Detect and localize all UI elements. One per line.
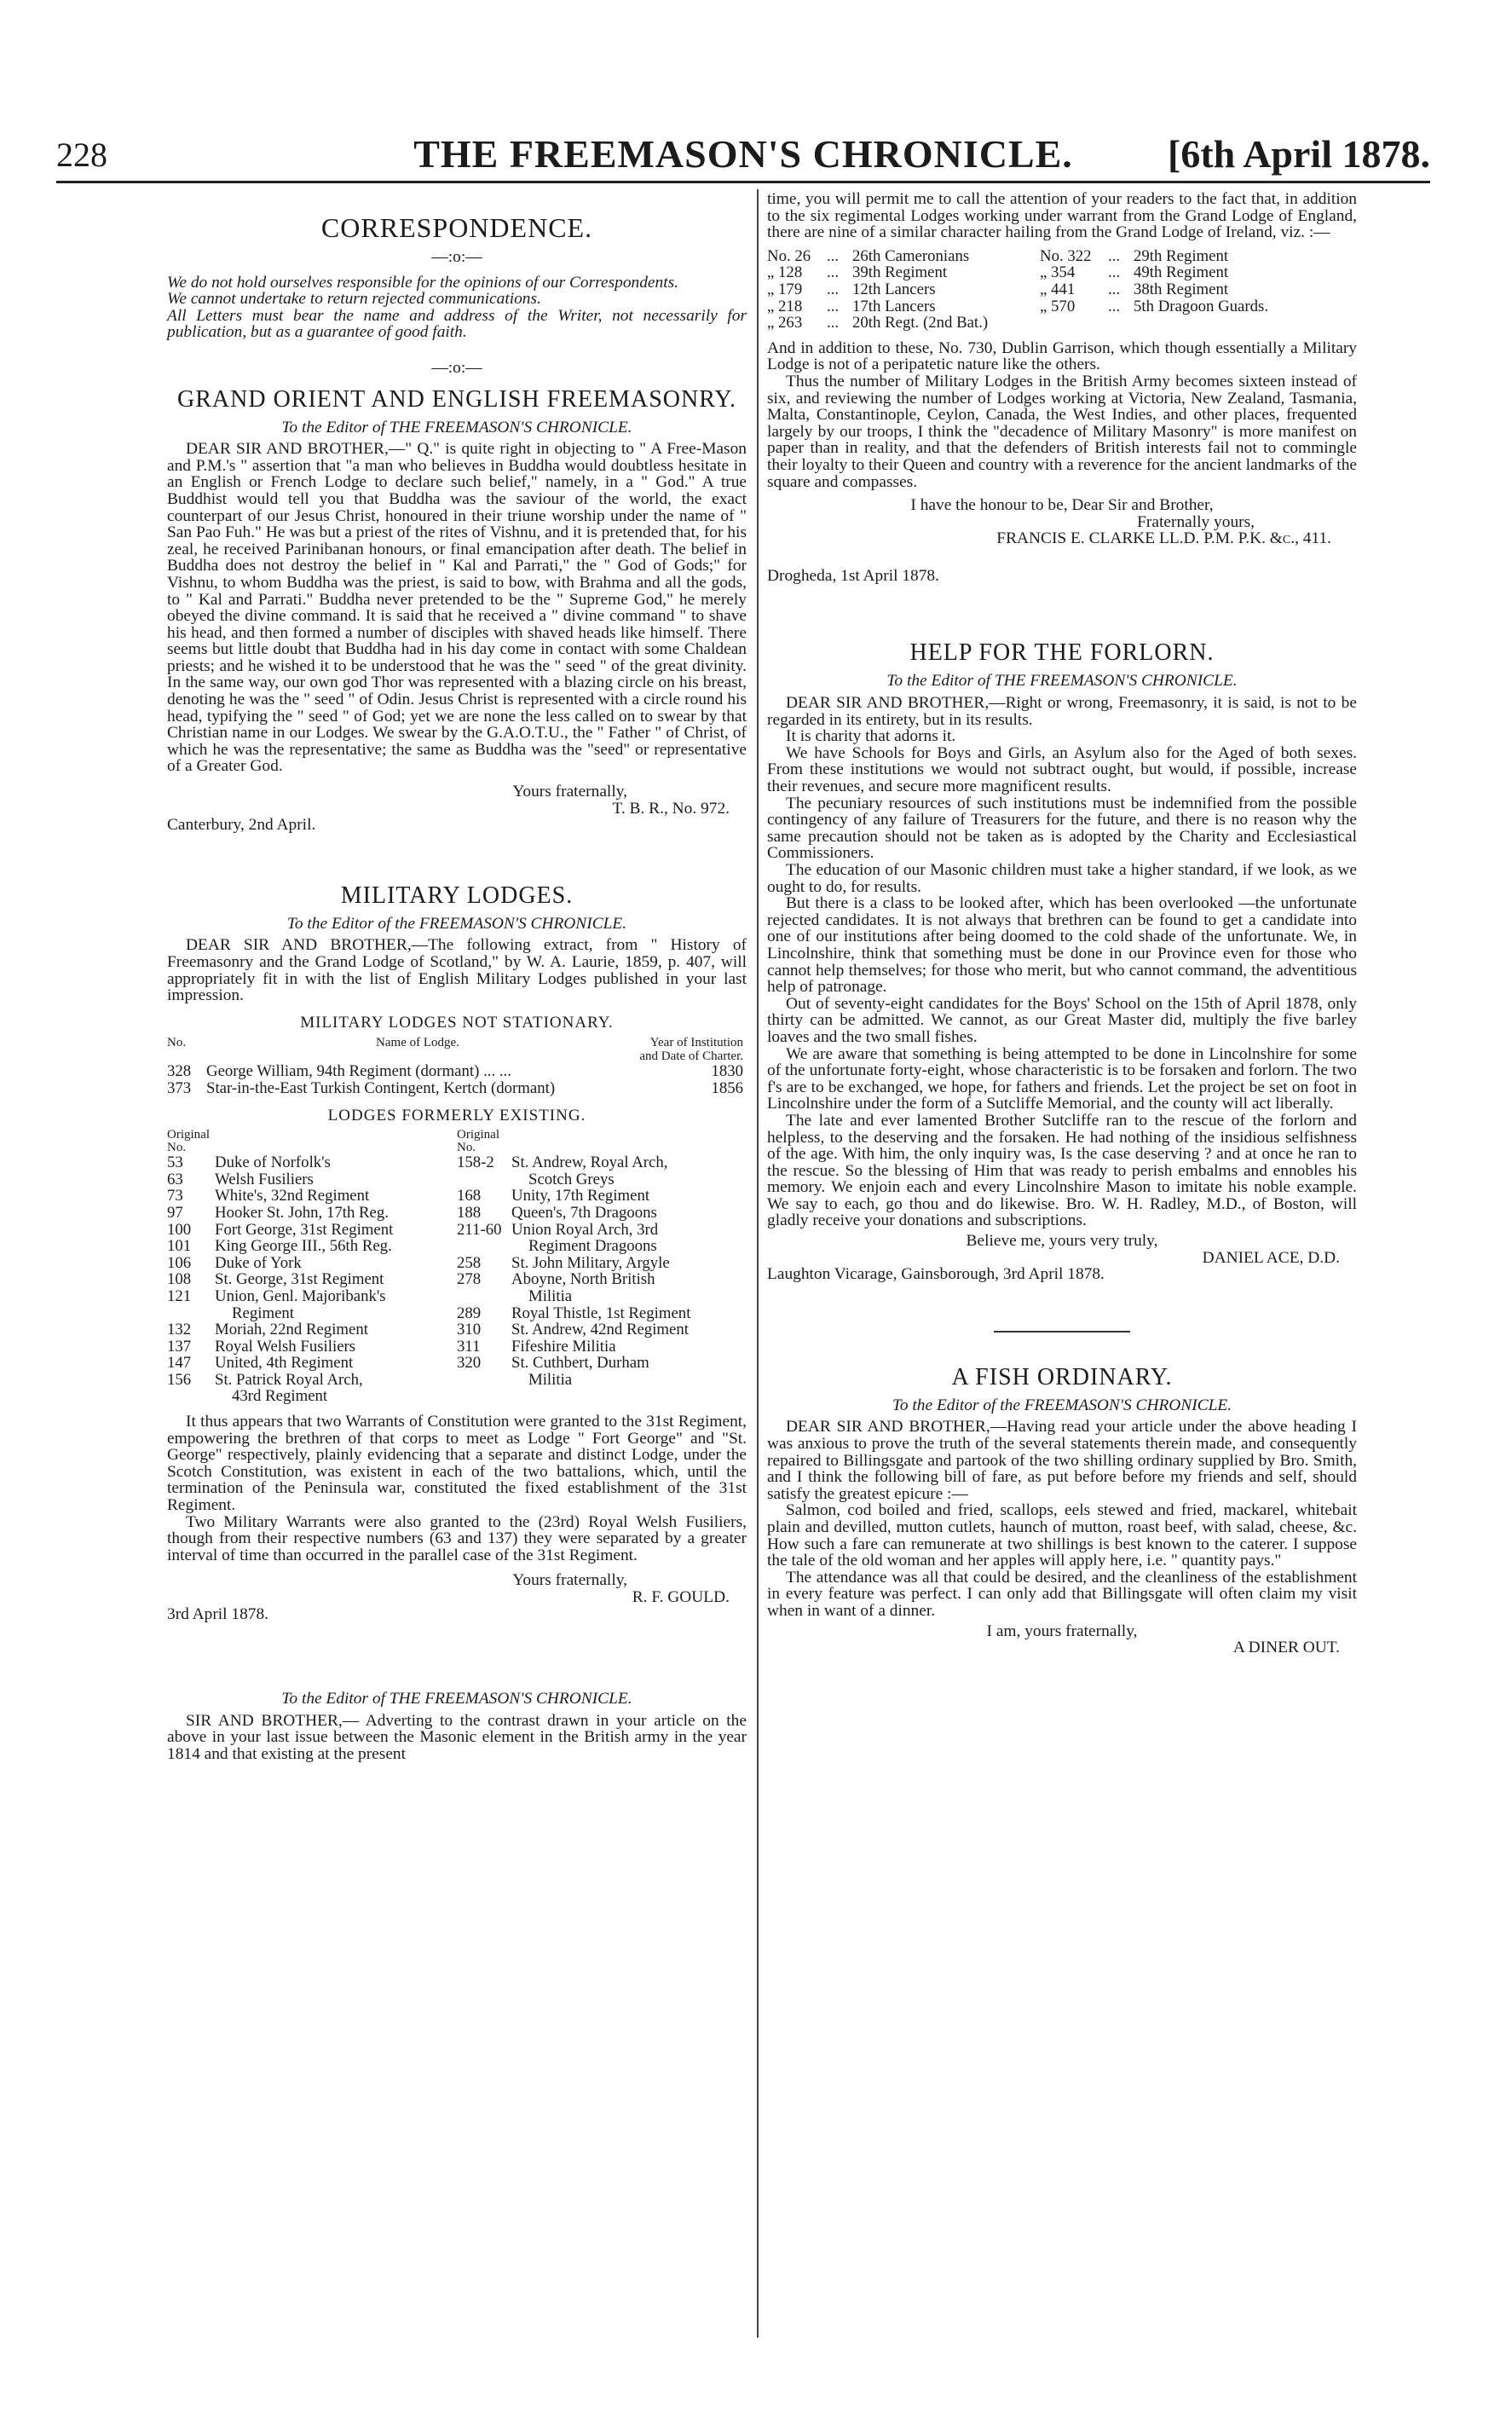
table-cell: 12th Lancers bbox=[852, 280, 936, 298]
notice-line: All Letters must bear the name and address of the Writer, not necessarily for publication, but as a guarantee of good faith. bbox=[167, 306, 747, 342]
notice-line: We cannot undertake to return rejected communications. bbox=[167, 290, 541, 309]
table-cell: Hooker St. John, 17th Reg. bbox=[215, 1203, 389, 1222]
table-cell: 38th Regiment bbox=[1134, 280, 1229, 298]
table-cell: 121 bbox=[167, 1286, 192, 1305]
table-row bbox=[167, 1338, 747, 1356]
table-cell: St. Patrick Royal Arch, bbox=[215, 1370, 363, 1389]
table-cell: 289 bbox=[457, 1304, 482, 1322]
table-cell: Militia bbox=[528, 1370, 573, 1389]
table-cell: Royal Thistle, 1st Regiment bbox=[511, 1304, 691, 1322]
table-cell: ... bbox=[1108, 246, 1121, 265]
right-column bbox=[767, 191, 1357, 1656]
table-cell: „ 179 bbox=[767, 280, 803, 298]
table-cell bbox=[457, 1238, 511, 1255]
closing: I am, yours fraternally, bbox=[986, 1622, 1138, 1640]
article-body: DEAR SIR AND BROTHER,—The following extract, from " History of Freemasonry and the Grand Lodge of Scotland," by W. A. Laurie, 1859, p. 407, will appropriately fit in with the list of English Military Lodges published in your last impression. bbox=[167, 936, 747, 1005]
former-lodges-table bbox=[167, 1129, 747, 1405]
table-row bbox=[167, 1355, 747, 1372]
article-body: DEAR SIR AND BROTHER,—" Q." is quite right in objecting to " A Free-Mason and P.M.'s " assertion that "a man who believes in Buddha would doubtless hesitate in an English or French Lodge to declare such belief," namely, in a " God." A true Buddhist would tell you that Buddha was the saviour of the world, the exact counterpart of our Jesus Christ, honoured in their triune worship under the name of " San Pao Fuh." He was but a priest of the rites of Vishnu, and it is pretended that, for his zeal, he received Parinibanan honours, or final emancipation after death. The belief in Buddha does not destroy the belief in " Kal and Parrati," the " God of Gods;" for Vishnu, to whom Buddha was the priest, is said to bow, with Brahma and all the gods, to " Kal and Parrati." Buddha never pretended to be the " Supreme God," he merely obeyed the divine command. It is said that he received a " divine command " to shave his head, and then formed a number of disciples with shaved heads like himself. There seems but little doubt that Buddha had in his day come in contact with some Chaldean priests; and he wished it to be understood that he was the " seed " of the great divinity. In the same way, our own god Thor was represented with a blazing circle on his breast, denoting he was the " seed " of Odin. Jesus Christ is represented with a circle round his head, typifying the " seed " of God; yet we are none the less called on to swear by that Christian name in our Lodges. We swear by the G.A.O.T.U., the " Father " of Christ, of which he was the representative; the same as Buddha was the "seed" or representative of a Greater God. bbox=[167, 440, 747, 776]
table-row bbox=[167, 1188, 747, 1205]
table-cell: „ 263 bbox=[767, 314, 803, 332]
article-addressee: To the Editor of the FREEMASON'S CHRONICLE. bbox=[892, 1396, 1232, 1414]
table-cell: 156 bbox=[167, 1370, 192, 1389]
table-cell: 43rd Regiment bbox=[232, 1387, 328, 1406]
table-cell: Aboyne, North British bbox=[511, 1270, 655, 1289]
table-cell: 73 bbox=[167, 1187, 183, 1205]
table-cell: Fifeshire Militia bbox=[511, 1337, 616, 1356]
table-cell: Militia bbox=[528, 1286, 573, 1305]
salutation: DEAR SIR AND BROTHER, bbox=[786, 1418, 990, 1437]
table-cell: Scotch Greys bbox=[528, 1170, 615, 1188]
table-row bbox=[767, 281, 1357, 298]
table-row bbox=[167, 1205, 747, 1222]
table-cell: Welsh Fusiliers bbox=[215, 1170, 314, 1188]
table-row bbox=[767, 298, 1357, 315]
left-column bbox=[167, 191, 747, 1763]
table-cell: 132 bbox=[167, 1321, 192, 1339]
article-body: Thus the number of Military Lodges in the British Army becomes sixteen instead of six, and reviewing the number of Lodges working at Victoria, New Zealand, Tasmania, Malta, Constantinople, Ceylon, Canada, the West Indies, and other places, frequented largely by our troops, I think the "decadence of Military Masonry" is more manifest on paper than in reality, and that the defenders of British interests fail not to commingle their loyalty to their Queen and country with a reverence for the ancient landmarks of the square and compasses. bbox=[767, 372, 1357, 491]
table-row bbox=[167, 1255, 747, 1272]
place-date: Laughton Vicarage, Gainsborough, 3rd April 1878. bbox=[767, 1265, 1105, 1284]
article-body: DEAR SIR AND BROTHER,—Right or wrong, Freemasonry, it is said, is not to be regarded in its entirety, but in its results. bbox=[767, 694, 1357, 729]
table-cell: 188 bbox=[457, 1203, 482, 1222]
table-cell bbox=[1134, 315, 1357, 332]
table-row bbox=[167, 1222, 747, 1239]
table-cell: St. John Military, Argyle bbox=[511, 1253, 670, 1272]
table-cell: Royal Welsh Fusiliers bbox=[215, 1337, 356, 1356]
table-cell bbox=[511, 1388, 747, 1405]
table-row bbox=[167, 1305, 747, 1322]
salutation: DEAR SIR AND BROTHER, bbox=[786, 694, 990, 713]
table-cell: Unity, 17th Regiment bbox=[511, 1187, 650, 1205]
table-row bbox=[167, 1171, 747, 1188]
table-cell: King George III., 56th Reg. bbox=[215, 1237, 392, 1256]
table-cell: 39th Regiment bbox=[852, 263, 948, 282]
article-addressee: To the Editor of THE FREEMASON'S CHRONICLE. bbox=[281, 1690, 632, 1708]
closing: Believe me, yours very truly, bbox=[966, 1232, 1158, 1251]
table-title: MILITARY LODGES NOT STATIONARY. bbox=[300, 1013, 614, 1032]
article-body: The late and ever lamented Brother Sutcliffe ran to the rescue of the forlorn and helpless, to the deserving and the forsaken. He had nothing of the insidious selfishness of the age. With him, the only inquiry was, Is the case deserving ? and at once he ran to the rescue. So the blessing of Him that was ready to perish embalms and ennobles his memory. We enjoin each and every Lincolnshire Mason to imitate his noble example. We say to each, go thou and do likewise. Bro. W. H. Radley, M.D., of Boston, will gladly receive your donations and subscriptions. bbox=[767, 1111, 1357, 1230]
col-header: Original No. bbox=[167, 1128, 210, 1155]
table-cell bbox=[457, 1372, 511, 1389]
table-cell: 147 bbox=[167, 1354, 192, 1373]
closing: I have the honour to be, Dear Sir and Brother, bbox=[910, 496, 1214, 515]
table-cell: 168 bbox=[457, 1187, 482, 1205]
table-row bbox=[167, 1372, 747, 1389]
table-cell: 158-2 bbox=[457, 1153, 494, 1172]
article-body: We have Schools for Boys and Girls, an Asylum also for the Aged of both sexes. From these institutions we would not subtract ought, but would, if possible, increase their revenues, and secure more magnificent results. bbox=[767, 743, 1357, 796]
closing: Fraternally yours, bbox=[1137, 512, 1255, 531]
table-cell: 101 bbox=[167, 1237, 192, 1256]
header-rule bbox=[56, 181, 1430, 183]
table-cell bbox=[457, 1288, 511, 1305]
table-cell: 108 bbox=[167, 1270, 192, 1289]
col-header: Name of Lodge. bbox=[376, 1036, 459, 1050]
page-number: 228 bbox=[56, 136, 107, 174]
table-cell: 320 bbox=[457, 1354, 482, 1373]
table-cell: St. George, 31st Regiment bbox=[215, 1270, 384, 1289]
table-cell bbox=[457, 1388, 511, 1405]
article-heading: GRAND ORIENT AND ENGLISH FREEMASONRY. bbox=[177, 385, 736, 413]
table-cell: Union, Genl. Majoribank's bbox=[215, 1286, 386, 1305]
table-cell: Fort George, 31st Regiment bbox=[215, 1220, 394, 1239]
table-cell: 17th Lancers bbox=[852, 297, 936, 315]
table-cell: St. Andrew, 42nd Regiment bbox=[511, 1321, 689, 1339]
signature: T. B. R., No. 972. bbox=[612, 799, 730, 818]
article-heading: A FISH ORDINARY. bbox=[951, 1363, 1173, 1390]
table-cell: ... bbox=[1108, 263, 1121, 282]
table-cell: White's, 32nd Regiment bbox=[215, 1187, 370, 1205]
article-body: The education of our Masonic children must take a higher standard, if we look, as we ought to do, for results. bbox=[767, 861, 1357, 896]
table-cell: 137 bbox=[167, 1337, 192, 1356]
table-cell: „ 570 bbox=[1040, 297, 1076, 315]
table-cell: 53 bbox=[167, 1153, 183, 1172]
table-cell: ... bbox=[827, 314, 840, 332]
section-divider bbox=[994, 1331, 1130, 1333]
article-addressee: To the Editor of the FREEMASON'S CHRONICLE. bbox=[286, 914, 627, 933]
table-cell: ... bbox=[827, 280, 840, 298]
table-cell: 49th Regiment bbox=[1134, 263, 1229, 282]
article-body: It thus appears that two Warrants of Constitution were granted to the 31st Regiment, empowering the brethren of that corps to meet as Lodge " Fort George" and "St. George" respectively, plainly evidencing that a separate and distinct Lodge, under the Scotch Constitution, was existent in each of the two battalions, which, until the termination of the Peninsula war, constituted the fixed establishment of the 31st Regiment. bbox=[167, 1413, 747, 1515]
table-row: 373 Star-in-the-East Turkish Contingent, Kertch (dormant) 1856 bbox=[167, 1078, 743, 1097]
article-heading: MILITARY LODGES. bbox=[340, 882, 574, 909]
closing: Yours fraternally, bbox=[512, 783, 627, 801]
separator: —:o:— bbox=[431, 248, 482, 266]
article-body: We are aware that something is being attempted to be done in Lincolnshire for some of the unfortunate forty-eight, whose characteristic is to be forsaken and forlorn. The two f's are to be exchanged, we hope, for fathers and friends. Let the project be set on foot in Lincolnshire under the form of a Sutcliffe Memorial, and the county will act liberally. bbox=[767, 1044, 1357, 1113]
table-row bbox=[167, 1288, 747, 1305]
table-cell: Duke of Norfolk's bbox=[215, 1153, 331, 1172]
table-cell: No. 322 bbox=[1040, 246, 1092, 265]
page-header bbox=[56, 126, 1430, 194]
table-cell: Moriah, 22nd Regiment bbox=[215, 1321, 368, 1339]
table-cell: 100 bbox=[167, 1220, 192, 1239]
article-body: Salmon, cod boiled and fried, scallops, eels stewed and fried, mackarel, whitebait plain and devilled, mutton cutlets, haunch of mutton, roast beef, with salad, cheese, &c. How such a fare can remunerate at two shillings is best known to the caterer. I suppose the tale of the old woman and her apples will apply here, i.e. " quantity pays." bbox=[767, 1501, 1357, 1570]
closing: Yours fraternally, bbox=[512, 1571, 627, 1590]
notice-line: We do not hold ourselves responsible for the opinions of our Correspondents. bbox=[167, 273, 679, 292]
table-row: 328 George William, 94th Regiment (dormant) ... ... 1830 bbox=[167, 1062, 743, 1081]
col-header: Original No. bbox=[457, 1128, 499, 1155]
salutation: DEAR SIR AND BROTHER, bbox=[186, 440, 389, 459]
table-cell: ... bbox=[827, 263, 840, 282]
table-row bbox=[767, 248, 1357, 265]
table-cell: ... bbox=[827, 246, 840, 265]
table-cell: Regiment bbox=[232, 1304, 295, 1322]
article-body: SIR AND BROTHER,— Adverting to the contrast drawn in your article on the above in your last issue between the Masonic element in the British army in the year 1814 and that existing at the present bbox=[167, 1711, 747, 1763]
col-header: Year of Institution and Date of Charter. bbox=[639, 1036, 743, 1064]
separator: —:o:— bbox=[431, 358, 482, 377]
article-heading: HELP FOR THE FORLORN. bbox=[909, 639, 1215, 667]
article-body: The attendance was all that could be desired, and the cleanliness of the establishment in every feature was perfect. I can only add that Billingsgate will often claim my visit when in want of a dinner. bbox=[767, 1568, 1357, 1620]
table-cell bbox=[1108, 315, 1134, 332]
correspondence-heading: CORRESPONDENCE. bbox=[320, 212, 593, 243]
table-cell: No. 26 bbox=[767, 246, 811, 265]
table-cell: 5th Dragoon Guards. bbox=[1134, 297, 1269, 315]
table-cell: 20th Regt. (2nd Bat.) bbox=[852, 314, 989, 332]
table-row bbox=[167, 1388, 747, 1405]
column-divider bbox=[757, 189, 759, 2338]
table-cell: Regiment Dragoons bbox=[528, 1237, 657, 1256]
signature: DANIEL ACE, D.D. bbox=[1202, 1248, 1340, 1267]
col-header: No. bbox=[167, 1036, 187, 1050]
table-cell bbox=[167, 1388, 215, 1405]
table-cell: St. Andrew, Royal Arch, bbox=[511, 1153, 668, 1172]
table-row bbox=[767, 315, 1357, 332]
article-body: time, you will permit me to call the attention of your readers to the fact that, in addition to the six regimental Lodges working under warrant from the Grand Lodge of England, there are nine of a similar character hailing from the Grand Lodge of Ireland, viz. :— bbox=[767, 190, 1357, 242]
article-body: It is charity that adorns it. bbox=[786, 727, 956, 746]
table-cell: 211-60 bbox=[457, 1220, 502, 1239]
table-cell: ... bbox=[1108, 280, 1121, 298]
table-cell: „ 218 bbox=[767, 297, 803, 315]
table-row bbox=[167, 1321, 747, 1338]
table-cell: 258 bbox=[457, 1253, 482, 1272]
article-addressee: To the Editor of THE FREEMASON'S CHRONICLE. bbox=[886, 672, 1238, 691]
article-body: But there is a class to be looked after, which has been overlooked —the unfortunate rejected candidates. It is not always that brethren can be found to get a candidate into one of our institutions after being doomed to the cold shade of the unfortunate. We, in Lincolnshire, think that something must be done in our Province even for those who cannot help themselves; for those who merit, but who cannot command, the adventitious help of patronage. bbox=[767, 894, 1357, 997]
place-date: Drogheda, 1st April 1878. bbox=[767, 566, 939, 585]
table-cell: Queen's, 7th Dragoons bbox=[511, 1203, 657, 1222]
table-cell: 63 bbox=[167, 1170, 183, 1188]
article-body: And in addition to these, No. 730, Dublin Garrison, which though essentially a Military Lodge is not of a peripatetic nature like the others. bbox=[767, 338, 1357, 374]
table-row bbox=[167, 1271, 747, 1288]
table-cell: 106 bbox=[167, 1253, 192, 1272]
table-row bbox=[167, 1154, 747, 1171]
issue-date: [6th April 1878. bbox=[1168, 132, 1430, 176]
table-cell: 311 bbox=[457, 1337, 481, 1356]
table-row bbox=[167, 1238, 747, 1255]
salutation: DEAR SIR AND BROTHER, bbox=[186, 936, 412, 955]
stationary-lodges-table bbox=[167, 1036, 747, 1096]
article-body: DEAR SIR AND BROTHER,—Having read your article under the above heading I was anxious to prove the truth of the several statements therein made, and consequently repaired to Billingsgate and partook of the two shilling ordinary supplied by Bro. Smith, and I think the following bill of fare, as put before before my friends and self, should satisfy the greatest epicure :— bbox=[767, 1418, 1357, 1503]
place-date: 3rd April 1878. bbox=[167, 1604, 269, 1623]
table-cell: 278 bbox=[457, 1270, 482, 1289]
article-body: The pecuniary resources of such institutions must be indemnified from the possible contingency of any failure of Treasurers for the future, and there is no reason why the same precaution should not be taken as is adopted by the Charity and Ecclesiastical Commissioners. bbox=[767, 794, 1357, 863]
signature: FRANCIS E. CLARKE LL.D. P.M. P.K. &c., 411. bbox=[996, 529, 1331, 548]
table-cell: 97 bbox=[167, 1203, 183, 1222]
table-cell: 26th Cameronians bbox=[852, 246, 970, 265]
article-body: Two Military Warrants were also granted to the (23rd) Royal Welsh Fusiliers, though from their respective numbers (63 and 137) they were separated by a greater interval of time than occurred in the parallel case of the 31st Regiment. bbox=[167, 1512, 747, 1564]
table-cell: Union Royal Arch, 3rd bbox=[511, 1220, 659, 1239]
signature: R. F. GOULD. bbox=[632, 1588, 730, 1606]
table-cell: ... bbox=[1108, 297, 1121, 315]
page-title: THE FREEMASON'S CHRONICLE. bbox=[413, 132, 1073, 176]
table-cell: St. Cuthbert, Durham bbox=[511, 1354, 649, 1373]
article-body: Out of seventy-eight candidates for the Boys' School on the 15th of April 1878, only thirty can be admitted. We cannot, as our Great Master did, multiply the five barley loaves and the two small fishes. bbox=[767, 994, 1357, 1046]
table-cell bbox=[167, 1305, 215, 1322]
table-title: LODGES FORMERLY EXISTING. bbox=[327, 1106, 586, 1124]
place-date: Canterbury, 2nd April. bbox=[167, 816, 316, 835]
table-cell: United, 4th Regiment bbox=[215, 1354, 354, 1373]
table-cell: ... bbox=[827, 297, 840, 315]
table-cell: 29th Regiment bbox=[1134, 246, 1229, 265]
table-cell: Duke of York bbox=[215, 1253, 302, 1272]
article-addressee: To the Editor of THE FREEMASON'S CHRONICLE. bbox=[281, 418, 632, 436]
table-row bbox=[767, 264, 1357, 281]
irish-lodges-table bbox=[767, 248, 1357, 332]
table-cell bbox=[457, 1171, 511, 1188]
signature: A DINER OUT. bbox=[1232, 1639, 1340, 1657]
table-cell: „ 128 bbox=[767, 263, 803, 282]
table-cell: „ 354 bbox=[1040, 263, 1076, 282]
table-cell: „ 441 bbox=[1040, 280, 1076, 298]
table-cell: 310 bbox=[457, 1321, 482, 1339]
table-cell bbox=[1040, 315, 1108, 332]
salutation: SIR AND BROTHER, bbox=[186, 1711, 343, 1730]
